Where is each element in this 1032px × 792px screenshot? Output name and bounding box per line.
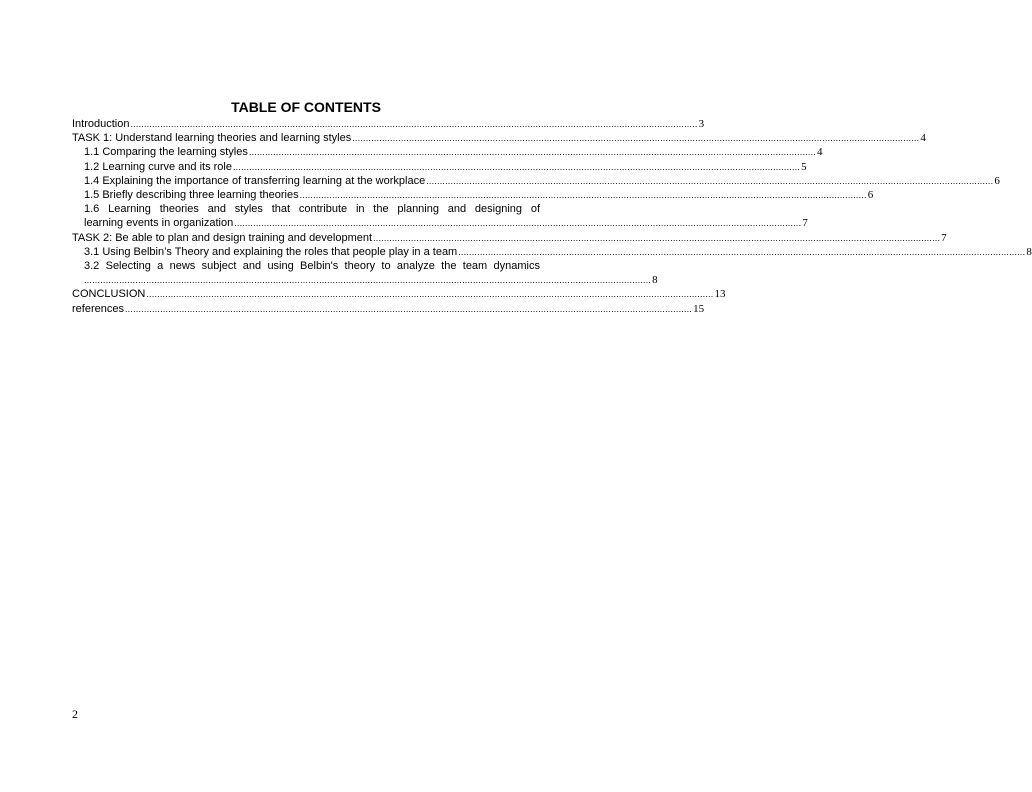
toc-entry-3-1[interactable] (72, 245, 1032, 259)
toc-entry-page: 6 (867, 189, 874, 202)
toc-entry-page: 15 (693, 302, 705, 315)
toc-entry-label: 1.1 Comparing the learning styles (84, 146, 248, 159)
toc-entry-1-6[interactable] (72, 202, 808, 230)
toc-entry-page: 4 (920, 132, 926, 145)
toc-entry-label: TASK 1: Understand learning theories and learning styles (72, 132, 352, 145)
page-number: 2 (72, 707, 78, 721)
toc-entry-page: 13 (714, 288, 726, 301)
toc-entry-1-1[interactable] (72, 145, 823, 159)
table-of-contents (72, 117, 1032, 316)
toc-entry-line2 (84, 273, 658, 287)
toc-entry-task-2[interactable] (72, 231, 947, 245)
toc-entry-label-line1: 3.2 Selecting a news subject and using Belbin's theory to analyze the team dynamics (84, 260, 540, 273)
toc-entry-label: Introduction (72, 118, 130, 130)
toc-leader: .................................................................................................................................................................................................................. (352, 133, 920, 144)
toc-entry-task-1[interactable] (72, 131, 926, 145)
toc-entry-label: 1.2 Learning curve and its role (84, 160, 232, 173)
toc-leader: .................................................................................................................................................................................................................. (373, 232, 941, 243)
toc-leader: .................................................................................................................................................................................................................. (130, 119, 698, 129)
toc-leader: .................................................................................................................................................................................................................. (84, 275, 652, 286)
toc-entry-page: 3 (698, 118, 705, 130)
toc-leader: .................................................................................................................................................................................................................. (458, 246, 1026, 257)
toc-entry-label-line1: 1.6 Learning theories and styles that contribute in the planning and designing of (84, 203, 540, 216)
toc-entry-label: CONCLUSION (72, 288, 146, 301)
toc-title: TABLE OF CONTENTS (231, 99, 381, 115)
toc-leader: .................................................................................................................................................................................................................. (146, 289, 714, 300)
toc-leader: .................................................................................................................................................................................................................. (234, 218, 802, 229)
toc-entry-page: 7 (941, 231, 947, 244)
toc-entry-1-2[interactable] (72, 160, 807, 174)
toc-entry-page: 5 (801, 160, 807, 173)
toc-entry-line2 (84, 216, 808, 230)
toc-entry-label: TASK 2: Be able to plan and design training and development (72, 231, 373, 244)
toc-leader: .................................................................................................................................................................................................................. (232, 161, 801, 172)
toc-entry-1-5[interactable] (72, 188, 874, 202)
toc-entry-1-4[interactable] (72, 174, 1000, 188)
toc-entry-label: 1.5 Briefly describing three learning theories (84, 189, 299, 202)
toc-entry-label: references (72, 302, 124, 315)
toc-entry-page: 4 (816, 146, 823, 159)
toc-entry-references[interactable] (72, 302, 705, 316)
toc-entry-label: 3.1 Using Belbin’s Theory and explaining the roles that people play in a team (84, 245, 458, 258)
toc-entry-page: 8 (652, 274, 658, 287)
toc-leader: .................................................................................................................................................................................................................. (299, 190, 867, 201)
toc-entry-introduction[interactable] (72, 117, 705, 131)
toc-entry-label: 1.4 Explaining the importance of transferring learning at the workplace (84, 174, 426, 187)
toc-entry-page: 7 (802, 217, 808, 230)
toc-leader: .................................................................................................................................................................................................................. (426, 175, 994, 186)
toc-leader: .................................................................................................................................................................................................................. (248, 147, 816, 158)
toc-entry-3-2[interactable] (72, 259, 658, 287)
toc-entry-page: 6 (994, 174, 1000, 187)
toc-leader: .................................................................................................................................................................................................................. (124, 303, 693, 314)
toc-entry-conclusion[interactable] (72, 287, 726, 301)
toc-entry-label-line2: learning events in organization (84, 217, 234, 230)
toc-entry-page: 8 (1026, 245, 1032, 258)
